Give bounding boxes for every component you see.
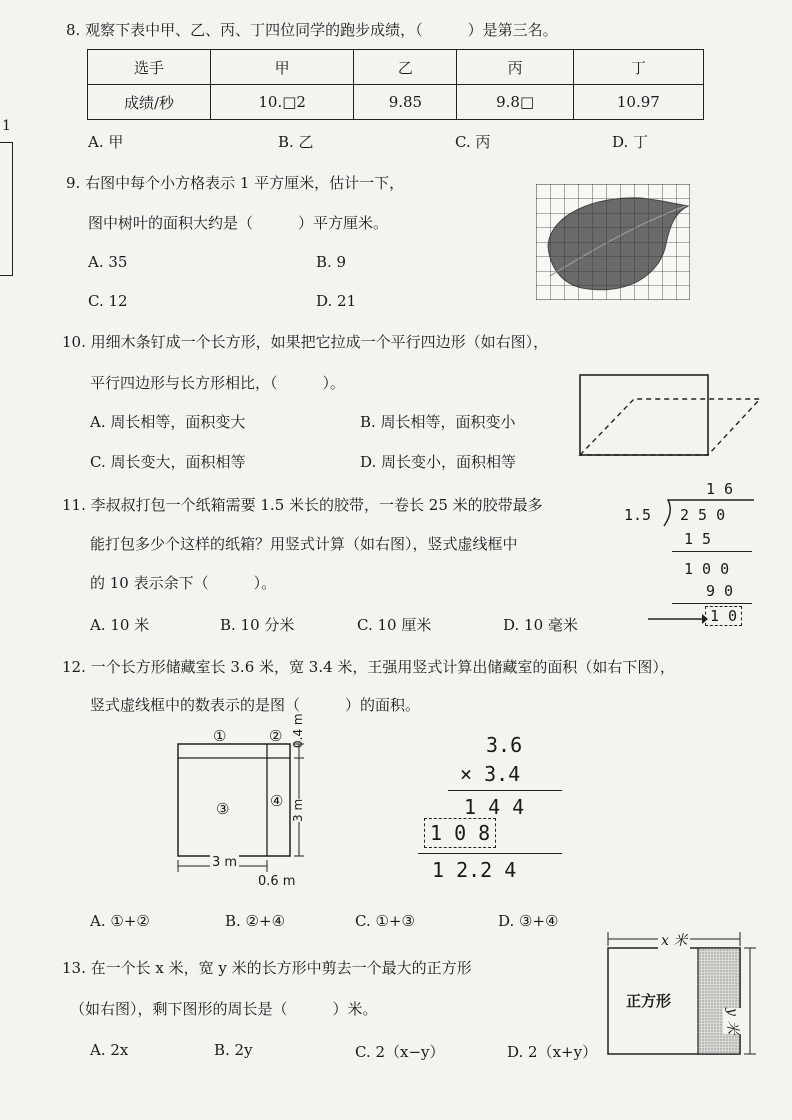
q9-line1: 9. 右图中每个小方格表示 1 平方厘米，估计一下， bbox=[66, 174, 405, 192]
q13-square-label: 正方形 bbox=[626, 992, 672, 1010]
q12-line2: 竖式虚线框中的数表示的是图（ ）的面积。 bbox=[90, 696, 421, 714]
q9-option-b[interactable]: B. 9 bbox=[316, 253, 347, 271]
q13-y-label: y 米 bbox=[723, 1008, 743, 1034]
room-region-2: ② bbox=[269, 727, 283, 745]
table-cell: 10.97 bbox=[573, 85, 703, 120]
division-quotient: 1 6 bbox=[706, 480, 734, 498]
table-cell: 9.85 bbox=[354, 85, 457, 120]
room-region-3: ③ bbox=[216, 800, 230, 818]
q11-option-d[interactable]: D. 10 毫米 bbox=[503, 616, 578, 634]
q11-option-a[interactable]: A. 10 米 bbox=[90, 616, 150, 634]
table-cell: 乙 bbox=[354, 50, 457, 85]
q11-line1: 11. 李叔叔打包一个纸箱需要 1.5 米长的胶带，一卷长 25 米的胶带最多 bbox=[62, 496, 543, 514]
q11-option-c[interactable]: C. 10 厘米 bbox=[357, 616, 432, 634]
q11-line2: 能打包多少个这样的纸箱？用竖式计算（如右图），竖式虚线框中 bbox=[90, 535, 518, 553]
mult-result: 1 2.2 4 bbox=[432, 858, 517, 882]
table-cell: 丁 bbox=[573, 50, 703, 85]
table-row bbox=[88, 50, 704, 85]
q12-option-c[interactable]: C. ①+③ bbox=[355, 912, 415, 930]
table-cell: 9.8□ bbox=[457, 85, 573, 120]
q12-line1: 12. 一个长方形储藏室长 3.6 米，宽 3.4 米，王强用竖式计算出储藏室的面积（如右下图）， bbox=[62, 658, 675, 676]
division-remainder-box: 1 0 bbox=[705, 606, 742, 626]
q8-score-table bbox=[87, 49, 704, 120]
division-rule-1 bbox=[672, 551, 752, 552]
leaf-grid-figure bbox=[536, 184, 690, 300]
room-region-1: ① bbox=[213, 727, 227, 745]
q9-option-a[interactable]: A. 35 bbox=[88, 253, 128, 271]
room-diagram-lines bbox=[168, 734, 308, 874]
mult-multiplier: × 3.4 bbox=[460, 762, 521, 786]
division-rule-2 bbox=[672, 603, 752, 604]
q10-option-c[interactable]: C. 周长变大，面积相等 bbox=[90, 453, 246, 471]
room-region-4: ④ bbox=[270, 792, 284, 810]
table-cell: 10.□2 bbox=[211, 85, 354, 120]
q10-line1: 10. 用细木条钉成一个长方形，如果把它拉成一个平行四边形（如右图）， bbox=[62, 333, 549, 351]
q10-line2: 平行四边形与长方形相比，（ ）。 bbox=[90, 374, 346, 392]
q13-option-a[interactable]: A. 2x bbox=[90, 1041, 129, 1059]
mult-rule-1 bbox=[448, 790, 562, 791]
rect-parallelogram-figure bbox=[578, 373, 764, 459]
q12-option-b[interactable]: B. ②+④ bbox=[225, 912, 286, 930]
table-cell: 成绩/秒 bbox=[88, 85, 211, 120]
mult-row1: 1 4 4 bbox=[464, 795, 525, 819]
q8-stem: 8. 观察下表中甲、乙、丙、丁四位同学的跑步成绩，（ ）是第三名。 bbox=[66, 21, 558, 39]
table-cell: 丙 bbox=[457, 50, 573, 85]
mult-rule-2 bbox=[418, 853, 562, 854]
margin-bracket bbox=[0, 142, 13, 276]
q9-line2: 图中树叶的面积大约是（ ）平方厘米。 bbox=[88, 214, 389, 232]
room-length-06m: 0.6 m bbox=[258, 874, 296, 889]
q13-x-label: x 米 bbox=[658, 930, 690, 950]
room-length-3m-bottom: 3 m bbox=[212, 855, 238, 870]
q10-option-a[interactable]: A. 周长相等，面积变大 bbox=[90, 413, 246, 431]
q9-option-c[interactable]: C. 12 bbox=[88, 292, 128, 310]
mult-row2-box: 1 0 8 bbox=[424, 818, 496, 848]
q12-option-d[interactable]: D. ③+④ bbox=[498, 912, 559, 930]
division-dividend: 2 5 0 bbox=[680, 506, 726, 524]
q13-line2: （如右图），剩下图形的周长是（ ）米。 bbox=[70, 1000, 378, 1018]
q13-option-b[interactable]: B. 2y bbox=[214, 1041, 253, 1059]
q8-option-d[interactable]: D. 丁 bbox=[612, 133, 649, 151]
margin-mark: 1 bbox=[2, 118, 11, 134]
table-row bbox=[88, 85, 704, 120]
q12-option-a[interactable]: A. ①+② bbox=[90, 912, 150, 930]
q13-option-c[interactable]: C. 2（x−y） bbox=[355, 1043, 445, 1061]
q13-line1: 13. 在一个长 x 米，宽 y 米的长方形中剪去一个最大的正方形 bbox=[62, 959, 472, 977]
division-step1: 1 5 bbox=[684, 530, 712, 548]
mult-top: 3.6 bbox=[486, 733, 523, 757]
q11-line3: 的 10 表示余下（ ）。 bbox=[90, 574, 277, 592]
q9-option-d[interactable]: D. 21 bbox=[316, 292, 357, 310]
q10-option-d[interactable]: D. 周长变小，面积相等 bbox=[360, 453, 517, 471]
table-cell: 甲 bbox=[211, 50, 354, 85]
q10-option-b[interactable]: B. 周长相等，面积变小 bbox=[360, 413, 516, 431]
arrow-right-icon bbox=[648, 612, 708, 626]
q8-option-c[interactable]: C. 丙 bbox=[455, 133, 491, 151]
division-step2: 1 0 0 bbox=[684, 560, 730, 578]
division-divisor: 1.5 bbox=[624, 506, 652, 524]
room-length-04m: 0.4 m bbox=[291, 713, 305, 748]
division-step3: 9 0 bbox=[706, 582, 734, 600]
q8-option-a[interactable]: A. 甲 bbox=[88, 133, 124, 151]
room-length-3m-side: 3 m bbox=[291, 798, 305, 822]
q11-option-b[interactable]: B. 10 分米 bbox=[220, 616, 295, 634]
q8-option-b[interactable]: B. 乙 bbox=[278, 133, 314, 151]
table-cell: 选手 bbox=[88, 50, 211, 85]
q13-option-d[interactable]: D. 2（x+y） bbox=[507, 1043, 598, 1061]
